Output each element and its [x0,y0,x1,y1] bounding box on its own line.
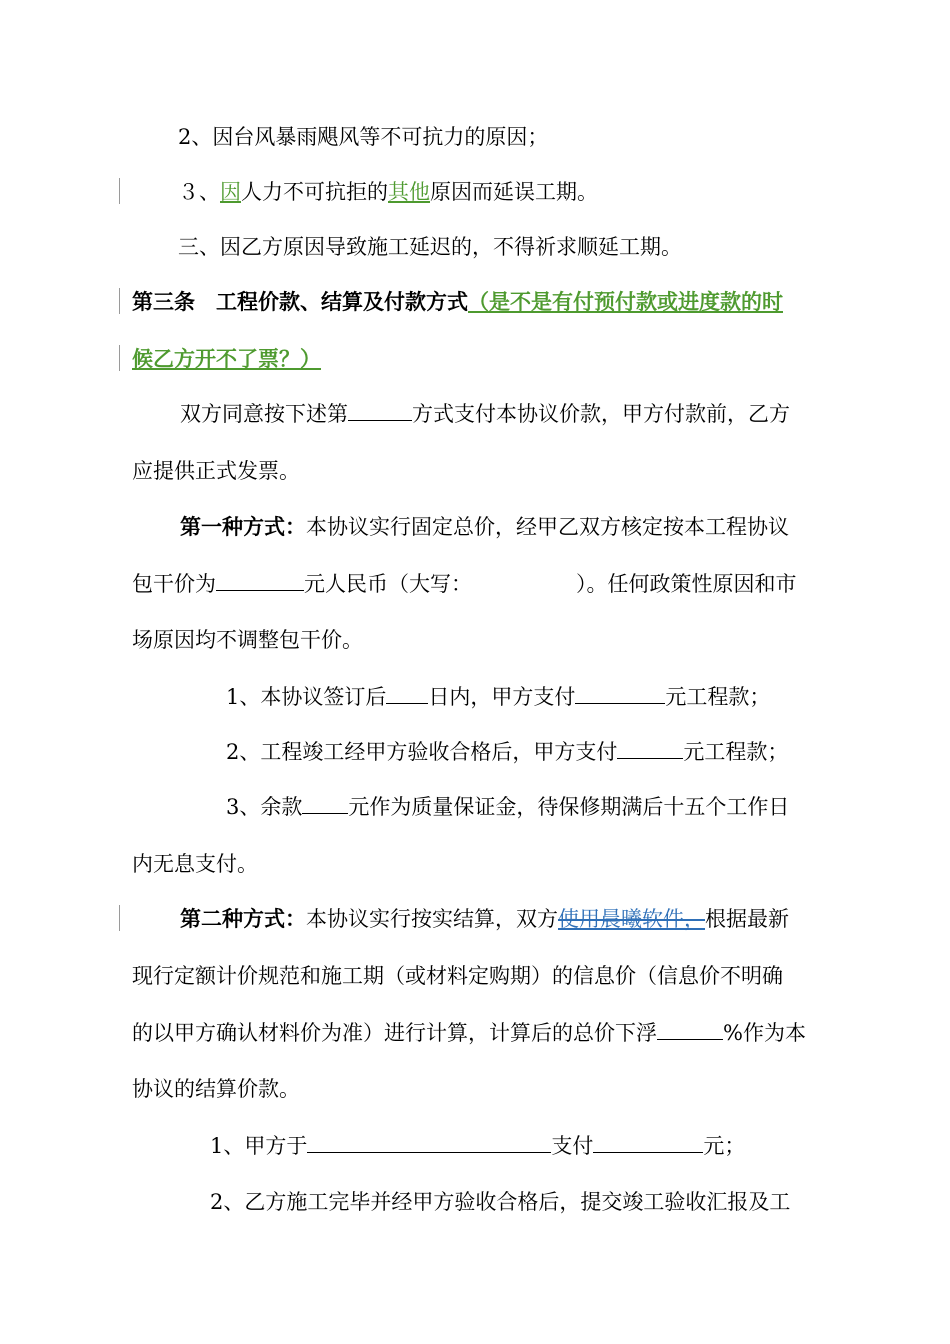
blank-field [348,400,412,421]
deleted-text: 使用晨曦软件， [558,907,705,931]
change-bar [119,288,120,314]
clause-line: 2、因台风暴雨飓风等不可抗力的原因； [178,125,549,149]
list-item: 1、本协议签订后 日内，甲方支付 元工程款； [226,685,771,709]
method-two-line: 现行定额计价规范和施工期（或材料定购期）的信息价（信息价不明确 [132,964,783,988]
blank-field [307,1132,551,1153]
paragraph-line: 应提供正式发票。 [132,459,300,483]
method-two-line: 协议的结算价款。 [132,1077,300,1101]
blank-field [302,793,348,814]
blank-field [575,683,665,704]
method-one-line: 场原因均不调整包干价。 [132,628,363,652]
blank-field [593,1132,703,1153]
list-item: 2、工程竣工经甲方验收合格后，甲方支付 元工程款； [226,740,789,764]
list-item: 3、余款 元作为质量保证金，待保修期满后十五个工作日 [226,795,790,819]
clause-line: 三、因乙方原因导致施工延迟的，不得祈求顺延工期。 [178,235,682,259]
clause-line: ３、因人力不可抗拒的其他原因而延误工期。 [178,180,598,204]
method-two-line: 第二种方式：本协议实行按实结算，双方使用晨曦软件，根据最新 [180,907,789,931]
method-one-line: 第一种方式：本协议实行固定总价，经甲乙双方核定按本工程协议 [180,515,789,539]
blank-field [657,1019,723,1040]
blank-field [216,570,304,591]
list-item: 1、甲方于 支付 元； [210,1134,746,1158]
paragraph-line: 双方同意按下述第 方式支付本协议价款，甲方付款前，乙方 [180,402,790,426]
blank-field [386,683,428,704]
article-heading: 第三条 工程价款、结算及付款方式（是不是有付预付款或进度款的时 [132,290,783,314]
change-bar [119,178,120,204]
blank-field [617,738,683,759]
change-bar [119,345,120,371]
list-item-cont: 内无息支付。 [132,852,258,876]
revision-text: 其他 [388,180,430,204]
revision-comment: （是不是有付预付款或进度款的时 [468,290,783,314]
article-heading-cont [132,344,321,374]
method-one-line: 包干价为 元人民币（大写： ）。任何政策性原因和市 [132,572,797,596]
change-bar [119,905,120,931]
revision-text: 因 [220,180,241,204]
list-item: 2、乙方施工完毕并经甲方验收合格后，提交竣工验收汇报及工 [210,1190,791,1214]
method-two-line: 的以甲方确认材料价为准）进行计算，计算后的总价下浮 %作为本 [132,1021,806,1045]
revision-comment: 候乙方开不了票？） [132,347,321,371]
